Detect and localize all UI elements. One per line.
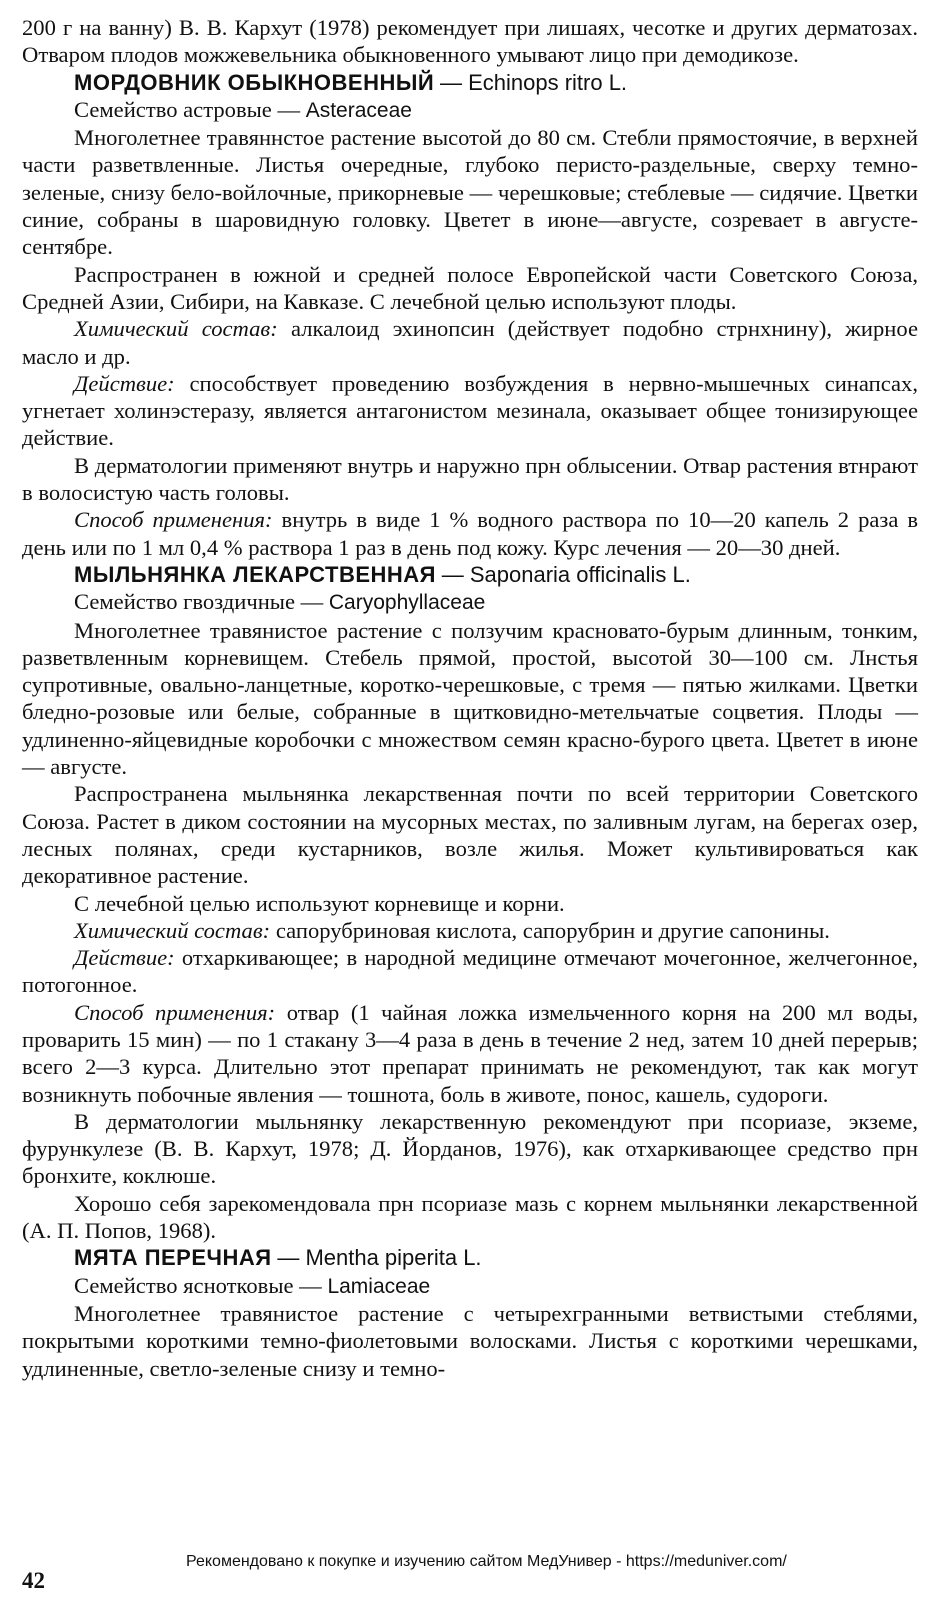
page-number: 42 (22, 1568, 45, 1593)
paragraph-usage: Способ применения: внутрь в виде 1 % водного раствора по 10—20 капель 2 раза в день или по 1 мл 0,4 % раствора 1 раз в день под кожу. Курс лечения — 20—30 дней. (22, 507, 919, 560)
paragraph: Многолетнее травяннстое растение высотой до 80 см. Стебли прямостоячие, в верхней части разветвленные. Листья очередные, глубоко перисто-раздельные, сверху темно-зеленые, снизу бело-войлочные, прикорневые — черешковые; стеблевые — сидячие. Цветки синие, собраны в шаровидную головку. Цветет в июне—августе, созревает в августе-сентябре. (22, 125, 918, 260)
paragraph-action: Действие: отхаркивающее; в народной медицине отмечают мочегонное, желчегонное, потогонное. (22, 945, 918, 998)
paragraph: Хорошо себя зарекомендовала прн псориазе мазь с корнем мыльнянки лекарственной (А. П. Попов, 1968). (22, 1190, 918, 1244)
paragraph-usage: Способ применения: отвар (1 чайная ложка измельченного корня на 200 мл воды, проварить 15 мин) — по 1 стакану 3—4 раза в день в течение 2 нед, затем 10 дней перерыв; всего 2—3 курса. Длительно этот препарат принимать не рекомендуют, так как могут возникнуть побочные явления — тошнота, боль в животе, понос, кашель, судороги. (22, 999, 919, 1107)
entry-latin-name: — Echinops ritro L. (439, 69, 628, 95)
paragraph: Многолетнее травянистое растение с четырехгранными ветвистыми стеблями, покрытыми короткими темно-фиолетовыми волосками. Листья с короткими черешками, удлиненные, светло-зеленые снизу и темно- (22, 1300, 918, 1381)
family-label: Семейство астровые — (74, 96, 306, 122)
paragraph-chemical: Химический состав: сапорубриновая кислота, сапорубрин и другие сапонины. (74, 917, 830, 943)
entry-myata (22, 1244, 918, 1381)
paragraph: Многолетнее травянистое растение с ползучим красновато-бурым длинным, тонким, разветвленным корневищем. Стебель прямой, простой, высотой 30—100 см. Лнстья супротивные, овально-ланцетные, коротко-черешковые, с тремя — пятью жилками. Цветки бледно-розовые или белые, собранные в щитковидно-метельчатые соцветия. Плоды — удлиненно-яйцевидные коробочки с множеством семян красно-бурого цвета. Цветет в июне — августе. (22, 617, 918, 780)
family-latin: Lamiaceae (327, 1274, 431, 1298)
family-latin: Asteraceae (305, 98, 412, 122)
intro-paragraph: 200 г на ванну) В. В. Кархут (1978) рекомендует при лишаях, чесотке и других дерматозах. Отваром плодов можжевельника обыкновенного умывают лицо при демодикозе. (22, 15, 918, 68)
entry-family (22, 96, 918, 124)
entry-latin-name: — Mentha piperita L. (277, 1245, 482, 1271)
entry-title: МЫЛЬНЯНКА ЛЕКАРСТВЕННАЯ (74, 561, 436, 587)
paragraph: В дерматологии применяют внутрь и наружно прн облысении. Отвар растения втнрают в волосистую часть головы. (22, 452, 918, 506)
entry-title: МЯТА ПЕРЕЧНАЯ (74, 1245, 272, 1271)
footer-watermark-note: Рекомендовано к покупке и изучению сайтом МедУнивер - https://meduniver.com/ (186, 1553, 787, 1570)
page-body (22, 14, 918, 1382)
paragraph-label: Действие: (74, 945, 175, 971)
entry-family (22, 588, 918, 616)
paragraph: С лечебной целью используют корневище и корни. (74, 890, 565, 916)
entry-title: МОРДОВНИК ОБЫКНОВЕННЫЙ (74, 69, 435, 95)
entry-latin-name: — Saponaria officinalis L. (441, 561, 691, 587)
entry-mylnyanka (22, 561, 918, 1244)
paragraph-action: Действие: способствует проведению возбуждения в нервно-мышечных синапсах, угнетает холинэстеразу, является антагонистом мезинала, оказывает общее тонизирующее действие. (22, 370, 918, 451)
family-label: Семейство яснотковые — (74, 1272, 328, 1298)
entry-heading (22, 1244, 918, 1271)
entry-heading (22, 69, 918, 96)
paragraph-label: Химический состав: (74, 917, 271, 943)
family-latin: Caryophyllaceae (328, 591, 486, 615)
entry-mordovnik (22, 69, 918, 561)
paragraph-label: Действие: (74, 370, 175, 396)
paragraph-label: Способ применения: (74, 507, 273, 533)
paragraph-label: Способ применения: (74, 999, 276, 1025)
paragraph: В дерматологии мыльнянку лекарственную рекомендуют при псориазе, экземе, фурункулезе (В. В. Кархут, 1978; Д. Йорданов, 1976), как отхаркивающее средство прн бронхите, коклюше. (22, 1108, 918, 1189)
paragraph-label: Химический состав: (74, 316, 278, 342)
family-label: Семейство гвоздичные — (74, 589, 329, 615)
entry-family (22, 1272, 918, 1300)
paragraph-chemical: Химический состав: алкалоид эхинопсин (действует подобно стрнхнину), жирное масло и др. (22, 316, 918, 369)
paragraph: Распространен в южной и средней полосе Европейской части Советского Союза, Средней Азии, Сибири, на Кавказе. С лечебной целью используют плоды. (22, 261, 918, 314)
entry-heading (22, 561, 918, 588)
paragraph: Распространена мыльнянка лекарственная почти по всей территории Советского Союза. Растет в диком состоянии на мусорных местах, по заливным лугам, на берегах озер, лесных полянах, среди кустарников, возле жилья. Может культивироваться как декоративное растение. (22, 781, 918, 889)
